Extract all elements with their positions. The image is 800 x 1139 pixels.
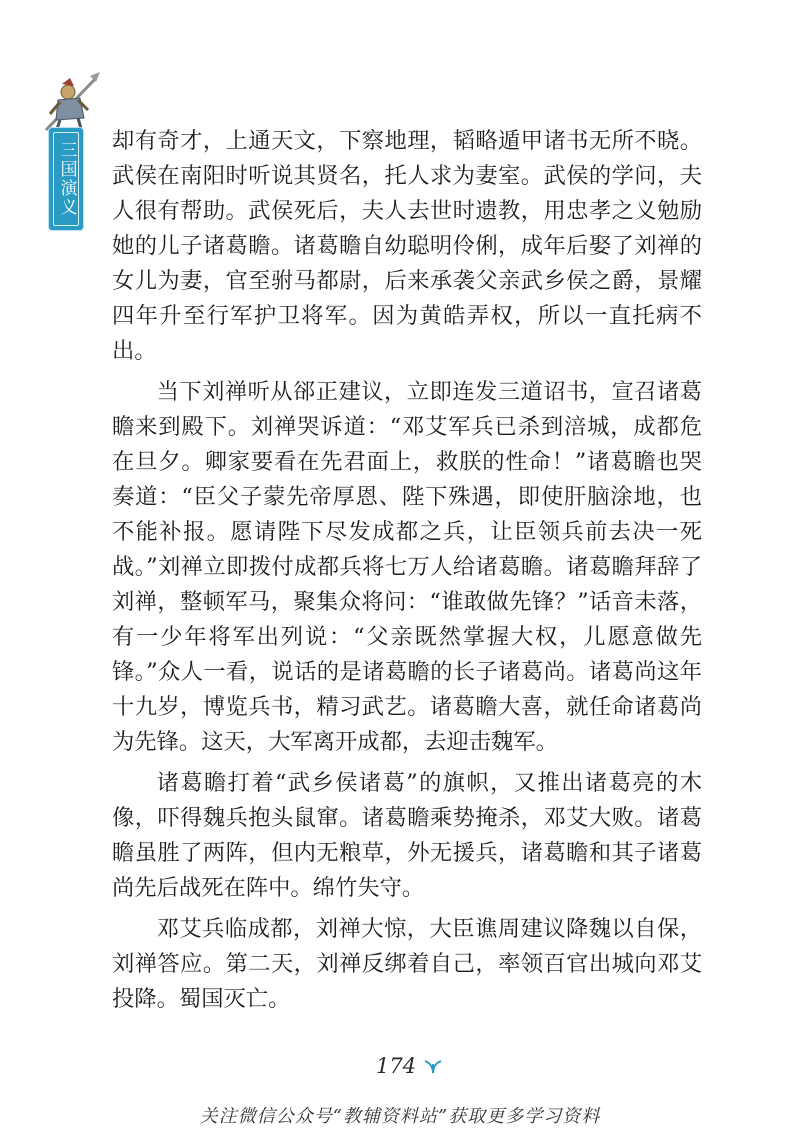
footer-note: 关注微信公众号“教辅资料站”获取更多学习资料: [199, 1106, 601, 1127]
warrior-figure-icon: [40, 70, 104, 134]
paragraph: 诸葛瞻打着“武乡侯诸葛”的旗帜，又推出诸葛亮的木像，吓得魏兵抱头鼠窜。诸葛瞻乘势掩杀，邓艾大败。诸葛瞻虽胜了两阵，但内无粮草，外无援兵，诸葛瞻和其子诸葛尚先后战死在阵中。绵竹失守。: [112, 770, 702, 901]
body-text: [112, 124, 702, 1017]
paragraph: 却有奇才，上通天文，下察地理，韬略遁甲诸书无所不晓。武侯在南阳时听说其贤名，托人求为妻室。武侯的学问，夫人很有帮助。武侯死后，夫人去世时遗教，用忠孝之义勉励她的儿子诸葛瞻。诸葛瞻自幼聪明伶俐，成年后娶了刘禅的女儿为妻，官至驸马都尉，后来承袭父亲武乡侯之爵，景耀四年升至行军护卫将军。因为黄皓弄权，所以一直托病不出。: [112, 128, 702, 364]
paragraph: 邓艾兵临成都，刘禅大惊，大臣谯周建议降魏以自保，刘禅答应。第二天，刘禅反绑着自己，率领百官出城向邓艾投降。蜀国灭亡。: [112, 916, 702, 1012]
leaf-sprig-icon: [422, 1058, 444, 1074]
section-tab-label: 三国演义: [56, 141, 77, 217]
page-number: [376, 1051, 444, 1081]
page-number-text: 174: [376, 1054, 417, 1078]
section-tab: [49, 128, 83, 230]
paragraph: 当下刘禅听从郤正建议，立即连发三道诏书，宣召诸葛瞻来到殿下。刘禅哭诉道：“邓艾军兵已杀到涪城，成都危在旦夕。卿家要看在先君面上，救朕的性命！”诸葛瞻也哭奏道：“臣父子蒙先帝厚恩、陛下殊遇，即使肝脑涂地，也不能补报。愿请陛下尽发成都之兵，让臣领兵前去决一死战。”刘禅立即拨付成都兵将七万人给诸葛瞻。诸葛瞻拜辞了刘禅，整顿军马，聚集众将问：“谁敢做先锋？”话音未落，有一少年将军出列说：“父亲既然掌握大权，儿愿意做先锋。”众人一看，说话的是诸葛瞻的长子诸葛尚。诸葛尚这年十九岁，博览兵书，精习武艺。诸葛瞻大喜，就任命诸葛尚为先锋。这天，大军离开成都，去迎击魏军。: [112, 379, 702, 755]
